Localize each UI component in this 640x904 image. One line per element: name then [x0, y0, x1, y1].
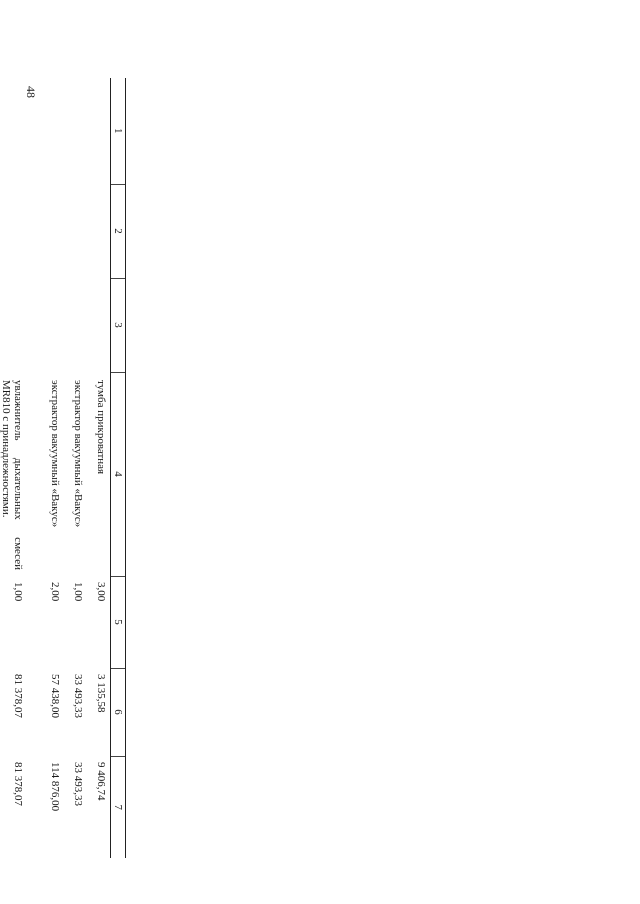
item-name: экстрактор вакуумный «Вакус» — [72, 380, 84, 528]
cell-col3 — [87, 278, 111, 372]
header-row — [111, 78, 126, 858]
cell-col1 — [0, 78, 27, 184]
table-row — [87, 78, 111, 858]
cell-col3 — [27, 278, 64, 372]
total-cost: 9 406,74 — [95, 762, 107, 801]
unit-price: 81 378,07 — [12, 674, 24, 718]
cell-col3 — [0, 278, 27, 372]
table-row — [27, 78, 64, 858]
equipment-table — [0, 78, 126, 858]
column-header: 4 — [111, 372, 126, 576]
total-cost: 33 493,33 — [72, 762, 84, 806]
item-name: экстрактор вакуумный «Вакус» — [49, 380, 61, 528]
column-header: 5 — [111, 576, 126, 668]
column-header: 7 — [111, 756, 126, 858]
column-header: 3 — [111, 278, 126, 372]
cell-col1 — [87, 78, 111, 184]
cell-col2 — [64, 184, 87, 278]
unit-price: 33 493,33 — [72, 674, 84, 718]
quantity: 2,00 — [49, 582, 61, 602]
total-cost: 81 378,07 — [12, 762, 24, 806]
quantity: 1,00 — [72, 582, 84, 602]
cell-col1 — [27, 78, 64, 184]
unit-price: 57 438,00 — [49, 674, 61, 718]
page-number: 48 — [24, 86, 38, 98]
quantity: 1,00 — [12, 582, 24, 602]
item-name: тумба прикроватная — [95, 380, 107, 475]
total-cost: 114 876,00 — [49, 762, 61, 812]
rotated-table-wrapper — [0, 78, 126, 858]
cell-col3 — [64, 278, 87, 372]
cell-col2 — [27, 184, 64, 278]
item-name: увлажнитель дыхательных смесей MR810 с принадлежностями. — [0, 380, 24, 570]
table-row — [64, 78, 87, 858]
column-header: 1 — [111, 78, 126, 184]
table-row — [0, 78, 27, 858]
column-header: 2 — [111, 184, 126, 278]
unit-price: 3 135,58 — [95, 674, 107, 713]
cell-col2 — [0, 184, 27, 278]
column-header: 6 — [111, 668, 126, 756]
quantity: 3,00 — [95, 582, 107, 602]
cell-col2 — [87, 184, 111, 278]
cell-col1 — [64, 78, 87, 184]
